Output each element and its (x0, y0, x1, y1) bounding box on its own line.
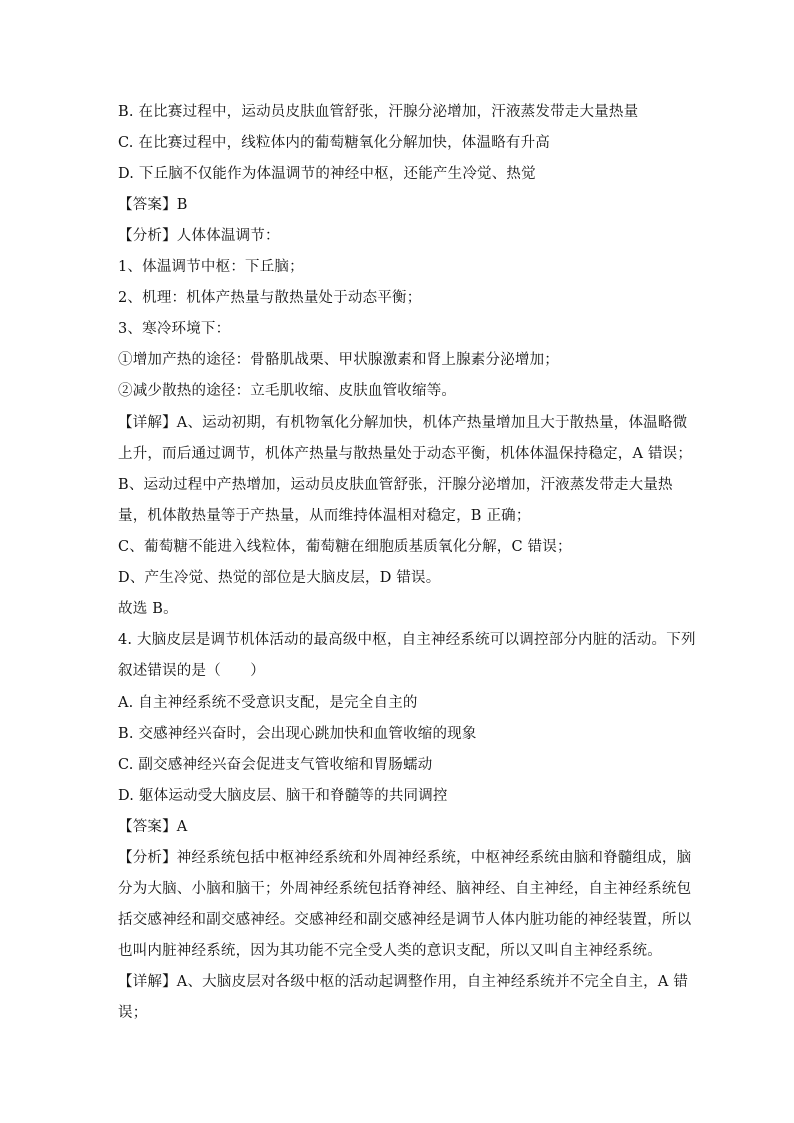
explanation-line-4: 量，机体散热量等于产热量，从而维持体温相对稳定，B 正确； (118, 508, 531, 524)
explanation-line-3: B、运动过程中产热增加，运动员皮肤血管舒张，汗腺分泌增加，汗液蒸发带走大量热 (118, 477, 673, 493)
explanation-line-1: 【详解】A、运动初期，有机物氧化分解加快，机体产热量增加且大于散热量，体温略微 (118, 415, 688, 431)
answer-q3: 【答案】B (118, 197, 188, 213)
explanation-line-5: C、葡萄糖不能进入线粒体，葡萄糖在细胞质基质氧化分解，C 错误； (118, 539, 572, 555)
option-b-q3: B. 在比赛过程中，运动员皮肤血管舒张，汗腺分泌增加，汗液蒸发带走大量热量 (118, 104, 639, 120)
option-a-q4: A. 自主神经系统不受意识支配，是完全自主的 (118, 695, 418, 711)
analysis-q4-line-1: 【分析】神经系统包括中枢神经系统和外周神经系统，中枢神经系统由脑和脊髓组成，脑 (118, 850, 692, 866)
option-c-q4: C. 副交感神经兴奋会促进支气管收缩和胃肠蠕动 (118, 757, 433, 773)
question-4-stem-2: 叙述错误的是（ ） (118, 663, 265, 679)
explanation-q4-line-2: 误； (118, 1005, 148, 1021)
explanation-line-6: D、产生冷觉、热觉的部位是大脑皮层，D 错误。 (118, 570, 441, 586)
analysis-heading-q3: 【分析】人体体温调节： (118, 228, 280, 244)
analysis-point-1: 1、体温调节中枢：下丘脑； (118, 259, 304, 275)
option-c-q3: C. 在比赛过程中，线粒体内的葡萄糖氧化分解加快，体温略有升高 (118, 135, 550, 151)
analysis-point-2: 2、机理：机体产热量与散热量处于动态平衡； (118, 290, 422, 306)
explanation-q4-line-1: 【详解】A、大脑皮层对各级中枢的活动起调整作用，自主神经系统并不完全自主，A 错 (118, 974, 689, 990)
answer-q4: 【答案】A (118, 819, 188, 835)
option-d-q3: D. 下丘脑不仅能作为体温调节的神经中枢，还能产生冷觉、热觉 (118, 166, 536, 182)
analysis-point-3: 3、寒冷环境下： (118, 321, 231, 337)
analysis-q4-line-2: 分为大脑、小脑和脑干；外周神经系统包括脊神经、脑神经、自主神经，自主神经系统包 (118, 881, 692, 897)
analysis-subpoint-1: ①增加产热的途径：骨骼肌战栗、甲状腺激素和肾上腺素分泌增加； (118, 352, 559, 368)
analysis-q4-line-3: 括交感神经和副交感神经。交感神经和副交感神经是调节人体内脏功能的神经装置，所以 (118, 912, 692, 928)
question-4-stem-1: 4. 大脑皮层是调节机体活动的最高级中枢，自主神经系统可以调控部分内脏的活动。下列 (118, 632, 696, 648)
option-d-q4: D. 躯体运动受大脑皮层、脑干和脊髓等的共同调控 (118, 788, 448, 804)
explanation-line-2: 上升，而后通过调节，机体产热量与散热量处于动态平衡，机体体温保持稳定，A 错误； (118, 446, 693, 462)
option-b-q4: B. 交感神经兴奋时，会出现心跳加快和血管收缩的现象 (118, 726, 477, 742)
choice-conclusion-q3: 故选 B。 (118, 601, 178, 617)
analysis-subpoint-2: ②减少散热的途径：立毛肌收缩、皮肤血管收缩等。 (118, 383, 457, 399)
analysis-q4-line-4: 也叫内脏神经系统，因为其功能不完全受人类的意识支配，所以又叫自主神经系统。 (118, 943, 662, 959)
